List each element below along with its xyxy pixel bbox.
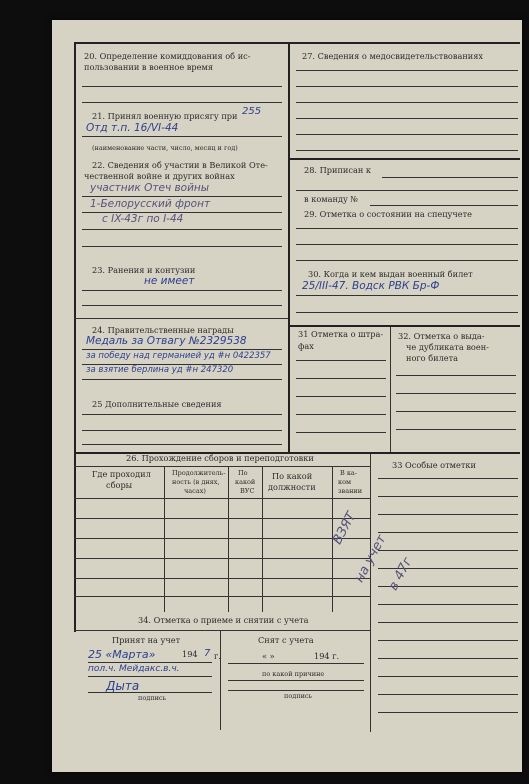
deregistered-date: « »	[262, 651, 275, 661]
pencil-note-3: в 47г	[386, 554, 416, 594]
col-rank-2: ком	[338, 478, 352, 486]
field-22-label: 22. Сведения об участии в Великой Оте-	[92, 160, 268, 170]
field-22-hw-1: участник Отеч войны	[90, 182, 210, 194]
field-28-label: 28. Приписан к	[304, 165, 372, 175]
deregistered-reason-caption: по какой причине	[262, 670, 325, 678]
field-22-hw-2: 1-Белорусский фронт	[90, 198, 211, 210]
field-33-label: 33 Особые отметки	[392, 460, 476, 470]
field-21-label: 21. Принял военную присягу при	[92, 111, 238, 121]
registered-year-suffix: г.	[214, 651, 221, 661]
col-duration-3: часах)	[184, 487, 206, 495]
field-23-label: 23. Ранения и контузии	[92, 265, 196, 275]
center-divider	[288, 42, 290, 452]
registered-hw-year: 7	[204, 648, 211, 659]
col-vus-1: По	[238, 469, 248, 477]
field-27-label: 27. Сведения о медосвидетельствованиях	[302, 51, 484, 61]
col-duration-2: ность (в днях,	[172, 478, 220, 486]
deregistered-signature-caption: подпись	[284, 692, 313, 700]
field-20-label-2: пользовании в военное время	[84, 62, 214, 72]
registration-divider	[220, 630, 221, 730]
field-21-caption: (наименование части, число, месяц и год)	[92, 144, 238, 152]
registered-hw-office: пол.ч. Мейдакс.в.ч.	[88, 664, 180, 674]
col-rank-3: звании	[338, 487, 363, 495]
field-24-label: 24. Правительственные награды	[92, 325, 234, 335]
field-24-hw-1: Медаль за Отвагу №2329538	[86, 335, 247, 347]
notes-divider	[370, 452, 371, 732]
top-border	[74, 42, 520, 44]
field-32-label: 32. Отметка о выда-	[398, 331, 485, 341]
registered-hw-signature: Дыта	[106, 679, 140, 693]
military-card-back	[52, 20, 522, 772]
field-23-hw: не имеет	[144, 275, 195, 287]
registered-hw-date: 25 «Марта»	[88, 648, 156, 661]
col-where-2: сборы	[106, 480, 133, 490]
col-rank-1: В ка-	[340, 469, 357, 477]
field-28-team-label: в команду №	[304, 194, 359, 204]
registered-label: Принят на учет	[112, 635, 181, 645]
pencil-note-1: ВЗЯТ	[330, 509, 360, 548]
field-22-label-2: чественной войне и других войнах	[84, 171, 235, 181]
field-26-title: 26. Прохождение сборов и переподготовки	[126, 453, 314, 463]
deregistered-label: Снят с учета	[258, 635, 314, 645]
col-duration-1: Продолжитель-	[172, 469, 226, 477]
field-30-label: 30. Когда и кем выдан военный билет	[308, 269, 473, 279]
registered-year-prefix: 194	[182, 649, 198, 659]
col-position-2: должности	[268, 482, 316, 492]
registration-top-border	[74, 630, 370, 631]
field-34-label: 34. Отметка о приеме и снятии с учета	[138, 615, 309, 625]
fines-divider	[390, 325, 391, 453]
field-21-hw: Отд т.п. 16/VI-44	[86, 122, 179, 134]
field-24-hw-2: за победу над германией уд #н 0422357	[86, 351, 271, 361]
field-25-label: 25 Дополнительные сведения	[92, 399, 222, 409]
left-border	[74, 42, 76, 632]
field-21-hw-top: 255	[242, 106, 262, 117]
col-vus-3: ВУС	[240, 487, 255, 495]
col-position-1: По какой	[272, 471, 313, 481]
field-20-label: 20. Определение комиддования об ис-	[84, 51, 251, 61]
deregistered-year: 194 г.	[314, 651, 340, 661]
field-22-hw-3: с IX-43г по I-44	[102, 213, 184, 225]
field-29-label: 29. Отметка о состоянии на спецучете	[304, 209, 472, 219]
pencil-note-2: на учет	[352, 532, 390, 586]
col-where-1: Где проходил	[92, 469, 151, 479]
registered-signature-caption: подпись	[138, 694, 167, 702]
field-32-label-3: ного билета	[406, 353, 459, 363]
field-32-label-2: че дубликата воен-	[406, 342, 489, 352]
field-24-hw-3: за взятие берлина уд #н 247320	[86, 365, 234, 375]
field-31-label-2: фах	[298, 341, 314, 351]
field-31-label: 31 Отметка о штра-	[298, 329, 384, 339]
field-30-hw: 25/III-47. Водск РВК Бр-Ф	[302, 280, 440, 292]
col-vus-2: какой	[235, 478, 256, 486]
